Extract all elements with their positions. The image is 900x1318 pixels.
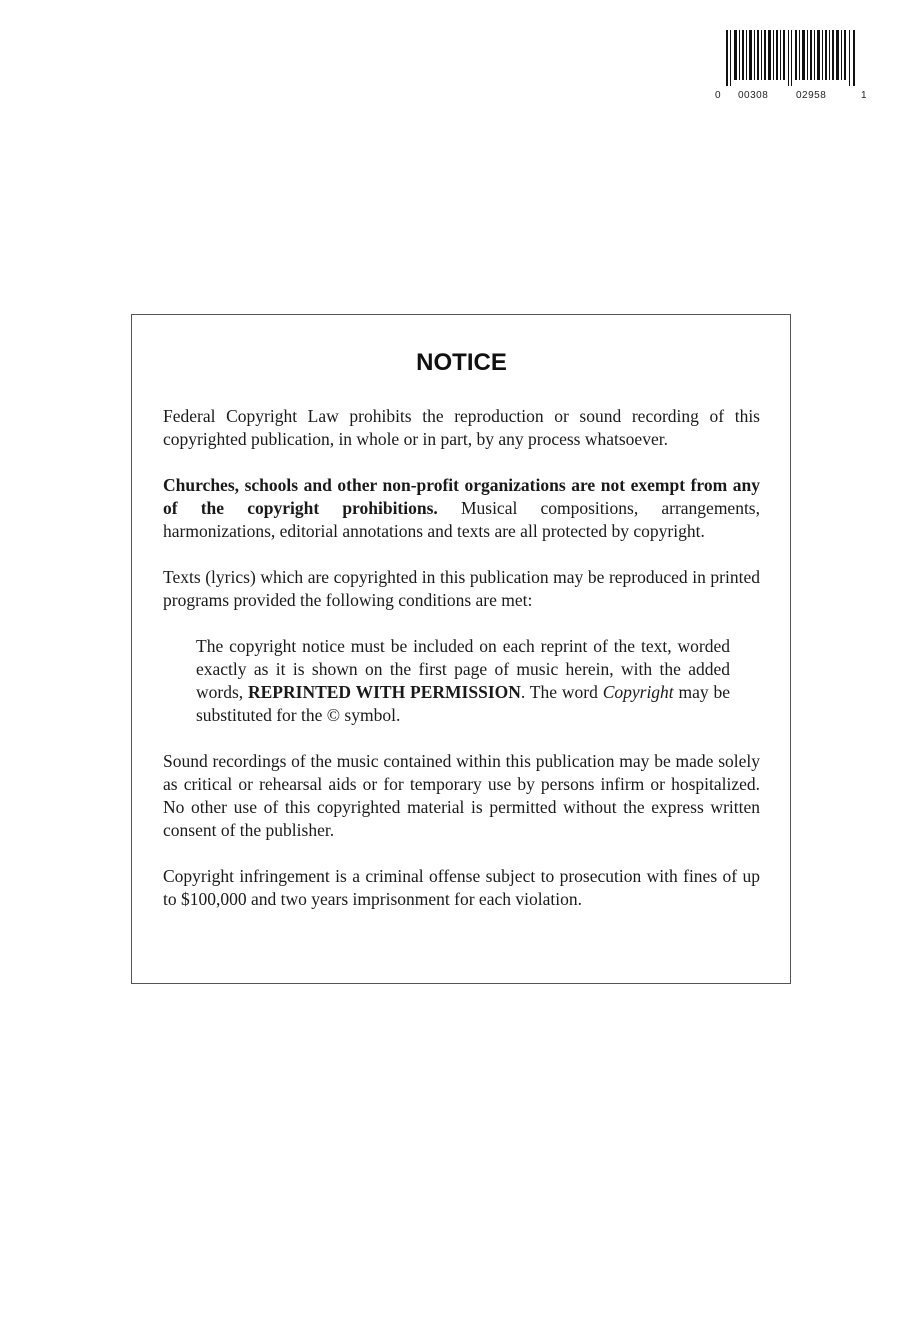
conditions-text-b: . The word bbox=[520, 682, 603, 702]
paragraph-not-exempt bbox=[163, 474, 760, 543]
not-exempt-rest-text: Musical compositions, arrangements, harmonizations, editorial annotations and texts are all protected by copyright. bbox=[163, 498, 760, 541]
notice-box bbox=[131, 314, 791, 984]
barcode-digit-right: 1 bbox=[861, 90, 868, 101]
paragraph-texts-lyrics: Texts (lyrics) which are copyrighted in this publication may be reproduced in printed programs provided the following conditions are met: bbox=[163, 567, 760, 610]
not-exempt-bold-text: Churches, schools and other non-profit organizations are not exempt from any of the copyright prohibitions. bbox=[163, 475, 760, 518]
barcode-bars bbox=[726, 30, 856, 86]
reprinted-with-permission-text: REPRINTED WITH PERMISSION bbox=[248, 682, 521, 702]
paragraph-federal-law: Federal Copyright Law prohibits the reproduction or sound recording of this copyrighted publication, in whole or in part, by any process whatsoever. bbox=[163, 406, 760, 449]
paragraph-infringement: Copyright infringement is a criminal offense subject to prosecution with fines of up to $100,000 and two years imprisonment for each violation. bbox=[163, 866, 760, 909]
notice-title: NOTICE bbox=[416, 349, 507, 376]
barcode-digit-left: 0 bbox=[715, 90, 722, 101]
barcode-digits-group2: 02958 bbox=[796, 90, 827, 101]
conditions-text-c: may be substituted for the © symbol. bbox=[196, 682, 731, 725]
paragraph-sound-recordings: Sound recordings of the music contained within this publication may be made solely as critical or rehearsal aids or for temporary use by persons infirm or hospitalized. No other use of this copyrighted material is permitted without the express written consent of the publisher. bbox=[163, 751, 760, 840]
barcode bbox=[712, 30, 872, 100]
barcode-digits-group1: 00308 bbox=[738, 90, 769, 101]
paragraph-copyright-conditions bbox=[196, 635, 730, 727]
copyright-italic-text: Copyright bbox=[602, 682, 674, 702]
conditions-text-a: The copyright notice must be included on each reprint of the text, worded exactly as it is shown on the first page of music herein, with the added words, bbox=[196, 636, 730, 702]
